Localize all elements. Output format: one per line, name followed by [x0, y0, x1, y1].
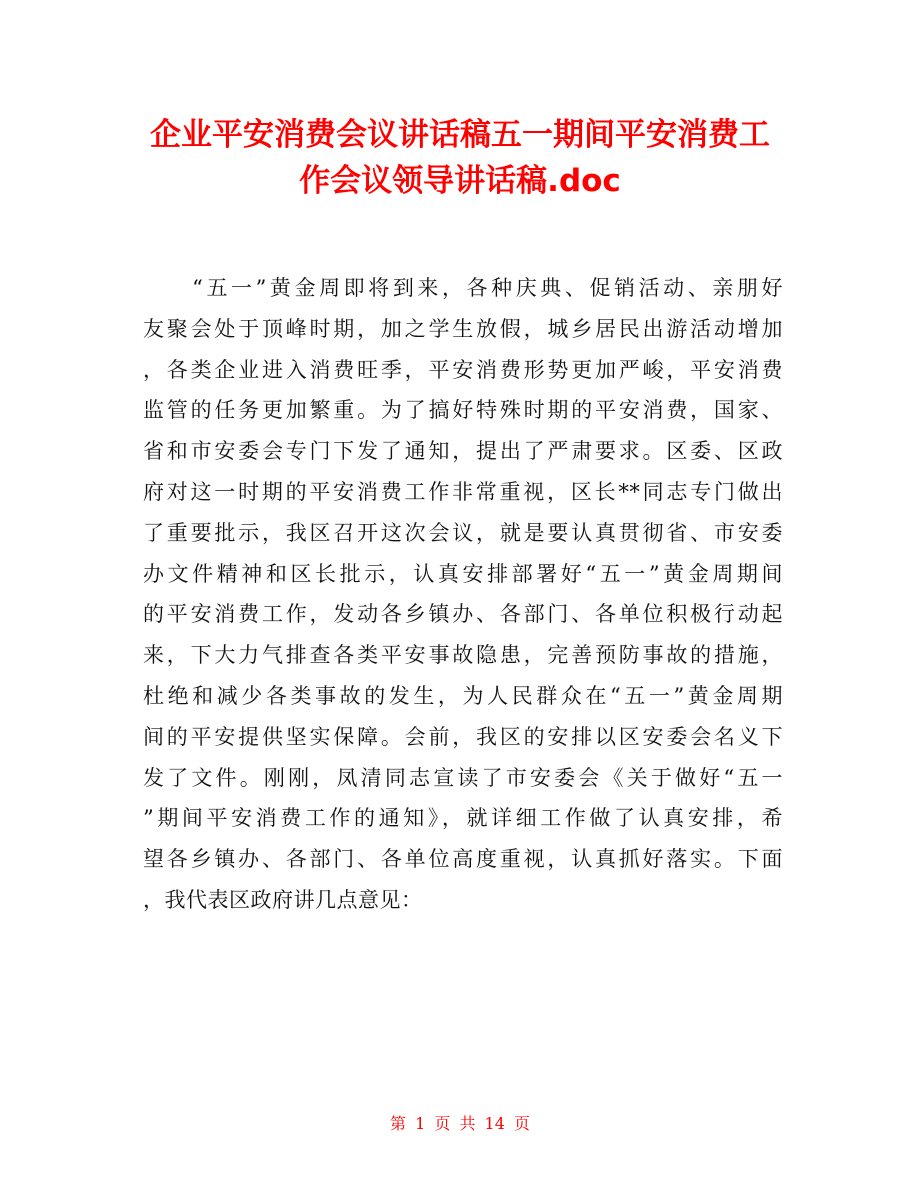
- body-line: ，我代表区政府讲几点意见：: [143, 887, 423, 912]
- body-line: 省和市安委会专门下发了通知，提出了严肃要求。区委、区政: [143, 439, 783, 464]
- body-line: 杜绝和减少各类事故的发生，为人民群众在“五一”黄金周期: [143, 683, 783, 708]
- body-line: 府对这一时期的平安消费工作非常重视，区长**同志专门做出: [143, 479, 783, 504]
- body-line: ”期间平安消费工作的通知》，就详细工作做了认真安排，希: [143, 806, 783, 831]
- body-line: 办文件精神和区长批示，认真安排部署好“五一”黄金周期间: [143, 561, 783, 586]
- body-line: 望各乡镇办、各部门、各单位高度重视，认真抓好落实。下面: [143, 847, 783, 872]
- body-line: 了重要批示，我区召开这次会议，就是要认真贯彻省、市安委: [143, 520, 783, 545]
- body-paragraph: [143, 268, 783, 921]
- title-line: 企业平安消费会议讲话稿五一期间平安消费工: [150, 117, 770, 153]
- body-line: 的平安消费工作，发动各乡镇办、各部门、各单位积极行动起: [143, 602, 783, 627]
- body-line: 发了文件。刚刚，凤清同志宣读了市安委会《关于做好“五一: [143, 765, 783, 790]
- body-line: 间的平安提供坚实保障。会前，我区的安排以区安委会名义下: [143, 724, 783, 749]
- body-line: 监管的任务更加繁重。为了搞好特殊时期的平安消费，国家、: [143, 398, 783, 423]
- body-line: ，各类企业进入消费旺季，平安消费形势更加严峻，平安消费: [143, 357, 783, 382]
- body-line: “五一”黄金周即将到来，各种庆典、促销活动、亲朋好: [143, 276, 783, 300]
- page-number-footer: 第 1 页 共 14 页: [390, 1114, 530, 1133]
- body-line: 友聚会处于顶峰时期，加之学生放假，城乡居民出游活动增加: [143, 316, 783, 341]
- body-line: 来，下大力气排查各类平安事故隐患，完善预防事故的措施，: [143, 643, 783, 668]
- title-line: 作会议领导讲话稿.doc: [299, 163, 621, 199]
- document-title: [120, 112, 800, 204]
